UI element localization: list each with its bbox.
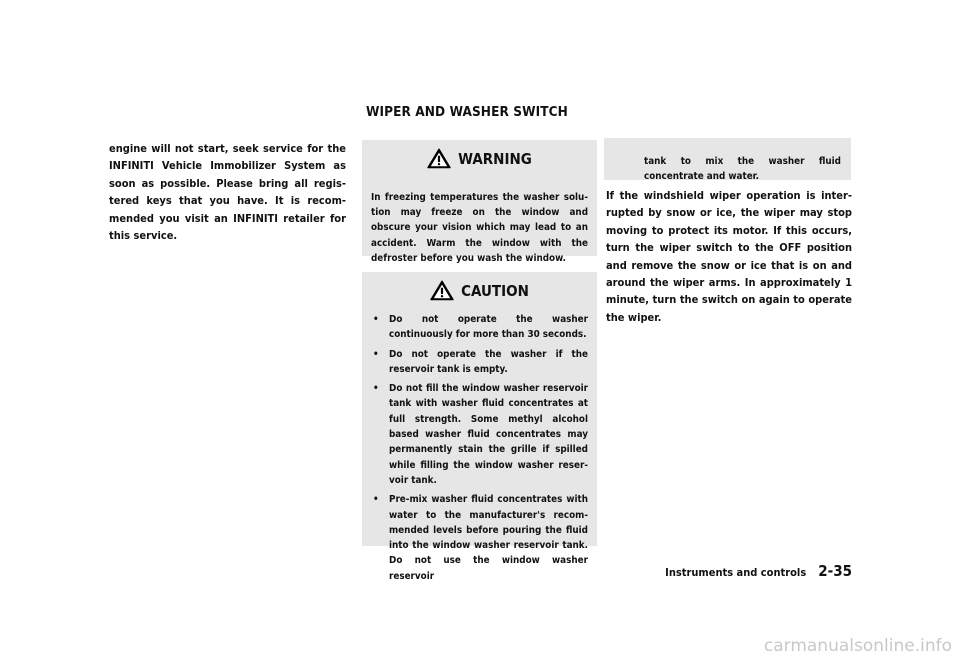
caution-list xyxy=(371,312,588,584)
warning-triangle-icon xyxy=(427,148,451,169)
page-number: 2-35 xyxy=(818,562,852,580)
watermark: carmanualsonline.info xyxy=(763,636,952,656)
list-item: • Do not fill the window washer reservoir tank with washer fluid concentrates at full strength. Some methyl alcohol based washer fluid concentrates may permanently stain the grille if spilled while filling the window washer reser-voir tank. xyxy=(373,383,588,486)
caution-title: CAUTION xyxy=(461,281,529,300)
caution-header xyxy=(362,280,597,301)
footer-section-name: Instruments and controls xyxy=(665,566,807,579)
page-footer xyxy=(665,562,852,580)
list-item: • Pre-mix washer fluid concentrates with water to the manufacturer's recom-mended levels before pouring the fluid into the window washer reservoir tank. Do not use the window washer reservoir xyxy=(373,494,588,582)
caution-body xyxy=(371,312,588,588)
wiper-snow-paragraph: If the windshield wiper operation is inter-rupted by snow or ice, the wiper may stop moving to protect its motor. If this occurs, turn the wiper switch to the OFF position and remove the snow or ice that is on and around the wiper arms. In approximately 1 minute, turn the switch on again to operate the wiper. xyxy=(606,189,852,324)
warning-title: WARNING xyxy=(458,149,532,168)
caution-triangle-icon xyxy=(430,280,454,301)
section-title: WIPER AND WASHER SWITCH xyxy=(366,104,568,120)
warning-box xyxy=(362,140,597,264)
warning-header xyxy=(362,148,597,169)
immobilizer-paragraph: engine will not start, seek service for the INFINITI Vehicle Immobilizer System as soon as possible. Please bring all regis-tered keys that you have. It is recom-mended you visit an INFINITI retailer for this service. xyxy=(109,142,346,243)
caution-continuation-box xyxy=(604,138,851,183)
left-column xyxy=(109,140,346,244)
list-item: • Do not operate the washer continuously for more than 30 seconds. xyxy=(373,314,588,341)
caution-continuation-text: tank to mix the washer fluid concentrate and water. xyxy=(644,155,841,183)
right-column xyxy=(606,187,852,326)
warning-text: In freezing temperatures the washer solu-tion may freeze on the window and obscure your vision which may lead to an accident. Warm the window with the defroster before you wash the window. xyxy=(371,191,588,264)
list-item: • Do not operate the washer if the reservoir tank is empty. xyxy=(373,348,588,375)
caution-box xyxy=(362,272,597,582)
